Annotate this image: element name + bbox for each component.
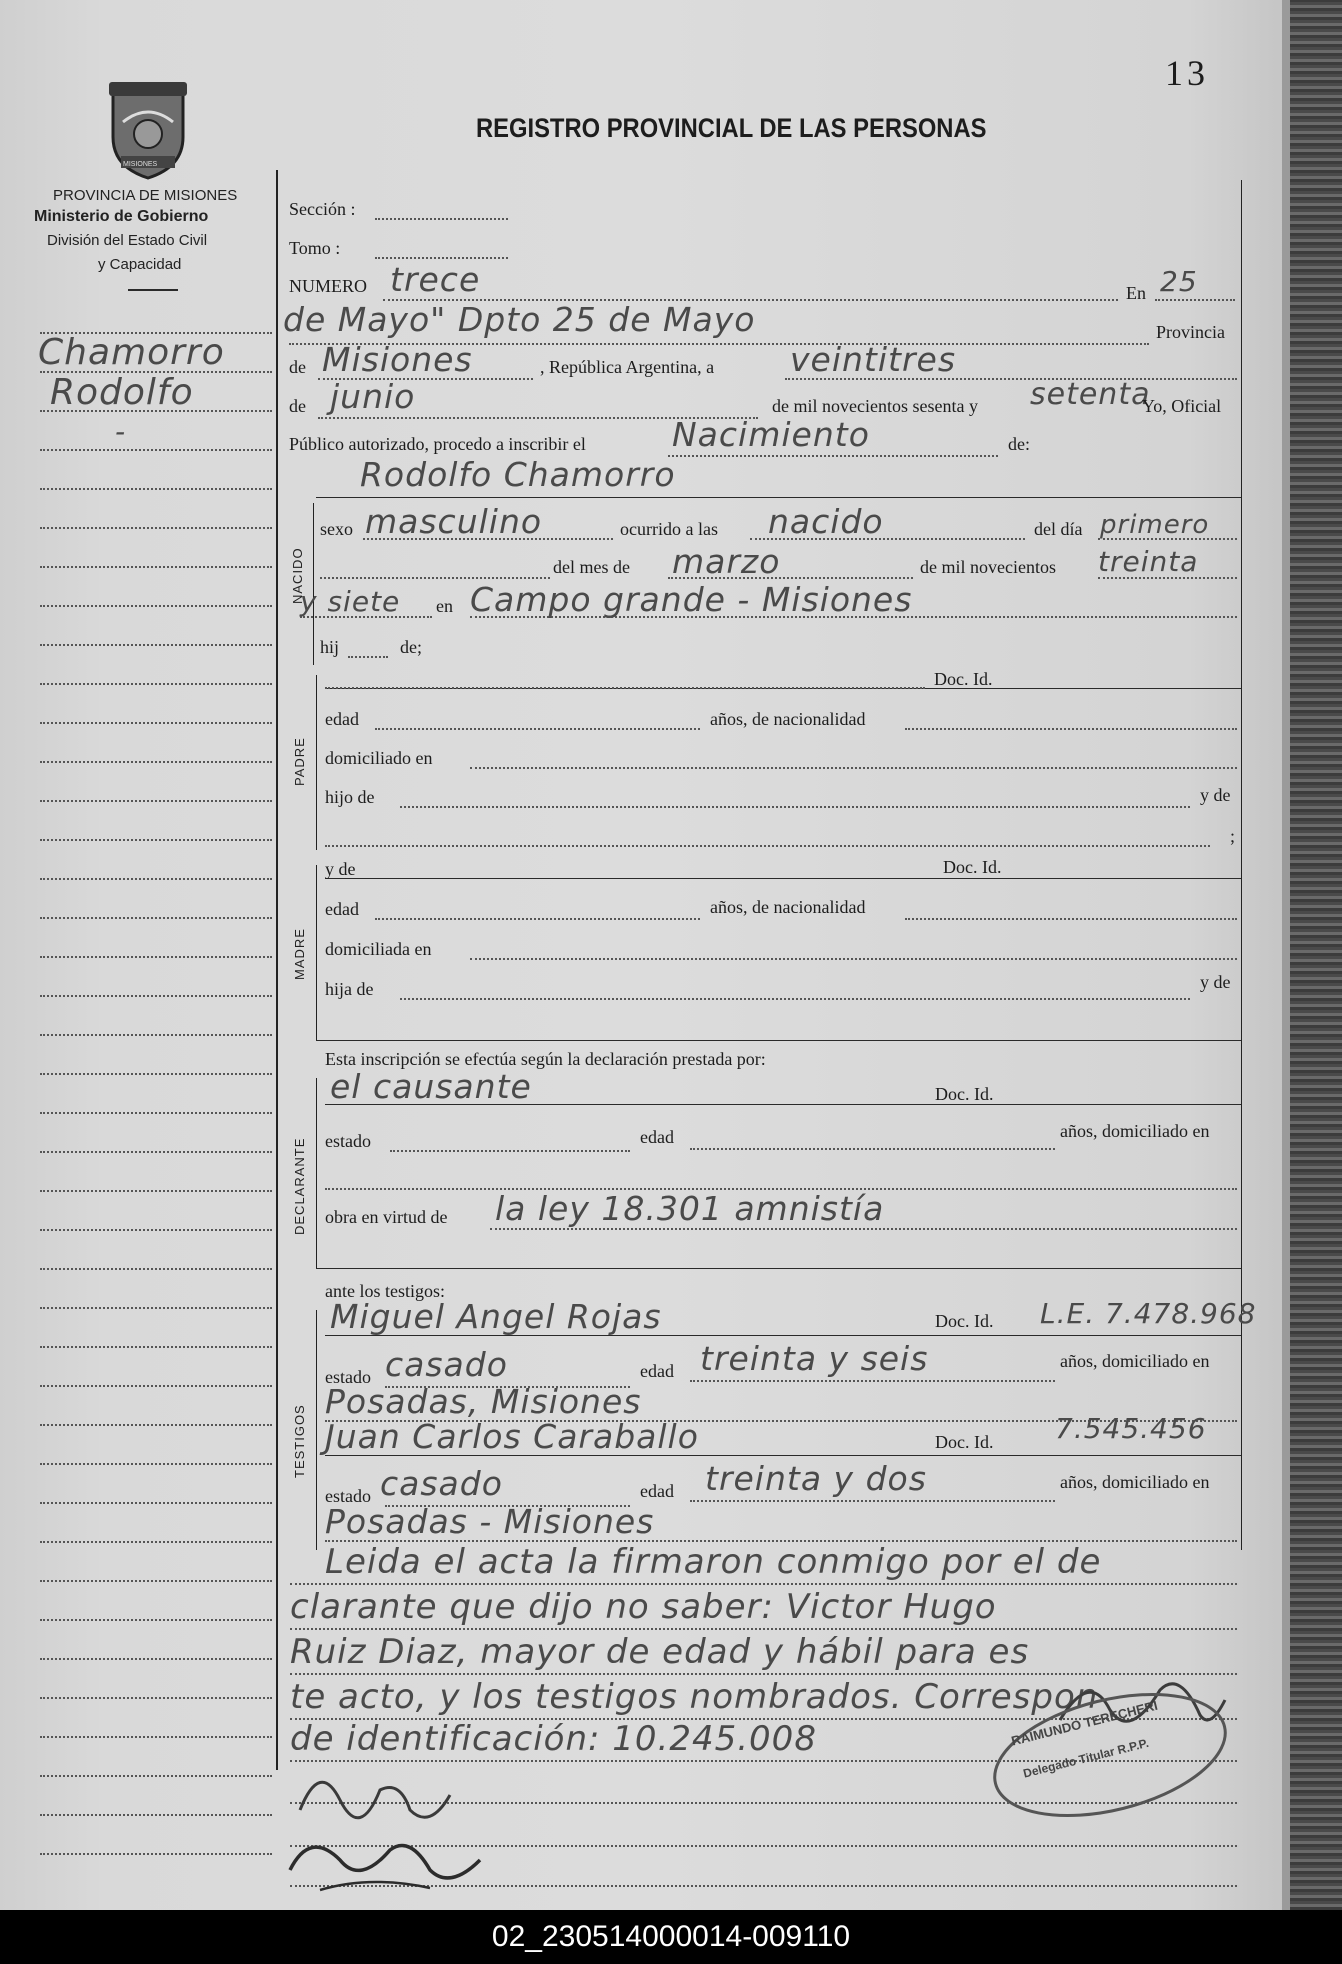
declarante-edad-label: edad <box>640 1127 674 1147</box>
lugar-nac-value: Campo grande - Misiones <box>470 580 913 619</box>
madre-yde-label: y de <box>325 859 356 879</box>
testigo2-doc-value: 7.545.456 <box>1055 1412 1207 1445</box>
padre-semicolon: ; <box>1230 826 1236 846</box>
padre-bracket <box>316 675 317 850</box>
madre-top-rule <box>325 878 1241 879</box>
madre-nacionalidad-field[interactable] <box>905 918 1237 920</box>
madre-doc-label: Doc. Id. <box>943 857 1002 877</box>
testigo1-doc-label: Doc. Id. <box>935 1311 994 1331</box>
provincia-label: Provincia <box>1156 322 1225 342</box>
testigo1-domicilio-value: Posadas, Misiones <box>325 1382 642 1421</box>
testigo1-domicilio-label: años, domiciliado en <box>1060 1351 1210 1371</box>
declarante-side-label: DECLARANTE <box>292 1137 307 1235</box>
testigo2-domicilio-label: años, domiciliado en <box>1060 1472 1210 1492</box>
declarante-doc-label: Doc. Id. <box>935 1084 994 1104</box>
margin-rule <box>40 1229 272 1231</box>
testigo2-doc-label: Doc. Id. <box>935 1432 994 1452</box>
testigo2-estado-value: casado <box>380 1464 503 1503</box>
page-number: 13 <box>1165 53 1209 93</box>
mes-value: junio <box>330 377 416 416</box>
madre-domicilio-field[interactable] <box>470 958 1237 960</box>
note-rule <box>290 1628 1237 1630</box>
note-line-5: de identificación: 10.245.008 <box>290 1719 817 1759</box>
madre-hija-field[interactable] <box>400 998 1190 1000</box>
margin-rule <box>40 1424 272 1426</box>
padre-y-de-label: y de <box>1200 785 1231 805</box>
ocurrido-label: ocurrido a las <box>620 519 718 539</box>
margin-rule <box>40 644 272 646</box>
dia-value: veintitres <box>790 340 957 379</box>
madre-domicilio-label: domiciliada en <box>325 939 432 959</box>
numero-value: trece <box>390 260 481 299</box>
margin-rule <box>40 878 272 880</box>
padre-doc-label: Doc. Id. <box>934 669 993 689</box>
declarante-domicilio-label: años, domiciliado en <box>1060 1121 1210 1141</box>
seccion-field[interactable] <box>375 218 508 220</box>
hij-field[interactable] <box>348 656 388 658</box>
margin-note-dash: - <box>115 415 127 448</box>
book-binding <box>1290 0 1342 1910</box>
padre-edad-field[interactable] <box>375 728 700 730</box>
margin-rule <box>40 800 272 802</box>
padre-domicilio-label: domiciliado en <box>325 748 433 768</box>
tomo-field[interactable] <box>375 257 508 259</box>
margin-rule <box>40 1112 272 1114</box>
testigo1-doc-value: L.E. 7.478.968 <box>1040 1297 1257 1330</box>
nacido-bracket <box>313 503 314 665</box>
acto-field[interactable] <box>668 455 998 457</box>
de-mil-novecientos-label: de mil novecientos <box>920 557 1056 577</box>
en-label-2: en <box>436 596 453 616</box>
padre-edad-label: edad <box>325 709 359 729</box>
de-label-2: de <box>289 396 306 416</box>
declarante-value: el causante <box>330 1067 532 1106</box>
sexo-label: sexo <box>320 519 353 539</box>
madre-nacionalidad-label: años, de nacionalidad <box>710 897 866 917</box>
de-label-1: de <box>289 357 306 377</box>
mes-nac-value: marzo <box>672 542 781 581</box>
testigo1-edad-field[interactable] <box>690 1380 1055 1382</box>
de-colon-label: de: <box>1008 434 1030 454</box>
margin-note-name: Rodolfo <box>50 372 194 413</box>
obra-label: obra en virtud de <box>325 1207 448 1227</box>
madre-bottom-rule <box>316 1040 1241 1041</box>
margin-rule <box>40 1502 272 1504</box>
note-line-1: Leida el acta la firmaron conmigo por el de <box>325 1542 1102 1582</box>
signature-declarante <box>280 1740 510 1900</box>
testigo2-edad-label: edad <box>640 1481 674 1501</box>
acto-value: Nacimiento <box>672 415 870 454</box>
margin-rule <box>40 1619 272 1621</box>
margin-rule <box>40 527 272 529</box>
declarante-estado-field[interactable] <box>390 1150 630 1152</box>
testigo1-name: Miguel Angel Rojas <box>330 1297 662 1336</box>
padre-hijo-label: hijo de <box>325 787 375 807</box>
document-title: REGISTRO PROVINCIAL DE LAS PERSONAS <box>476 113 987 143</box>
obra-field[interactable] <box>490 1228 1237 1230</box>
margin-rule <box>40 1580 272 1582</box>
note-line-4: te acto, y los testigos nombrados. Correspon <box>290 1677 1099 1717</box>
declarante-estado-label: estado <box>325 1131 371 1151</box>
margin-rule <box>40 1268 272 1270</box>
padre-nacionalidad-label: años, de nacionalidad <box>710 709 866 729</box>
padre-name-field[interactable] <box>325 687 925 689</box>
margin-rule <box>40 683 272 685</box>
de-mil-label: de mil novecientos sesenta y <box>772 396 978 416</box>
nombre-line <box>316 497 1241 498</box>
margin-rule <box>40 1814 272 1816</box>
testigos-side-label: TESTIGOS <box>292 1404 307 1478</box>
note-line-2: clarante que dijo no saber: Victor Hugo <box>290 1587 997 1627</box>
margin-rule <box>40 1346 272 1348</box>
margin-rule <box>40 1307 272 1309</box>
header-capacidad: y Capacidad <box>98 256 182 273</box>
madre-edad-label: edad <box>325 899 359 919</box>
declarante-bottom-rule <box>316 1268 1241 1269</box>
padre-hijo-field[interactable] <box>400 806 1190 808</box>
testigo2-name: Juan Carlos Caraballo <box>325 1417 699 1456</box>
shield-label: MISIONES <box>123 161 158 168</box>
testigo2-estado-label: estado <box>325 1486 371 1506</box>
en-field[interactable] <box>1155 299 1235 301</box>
nacido-side-label: NACIDO <box>290 547 305 604</box>
en-value: 25 <box>1160 265 1198 298</box>
testigo2-edad-field[interactable] <box>690 1500 1055 1502</box>
margin-rule <box>40 1658 272 1660</box>
margin-rule <box>40 605 272 607</box>
madre-bracket <box>316 865 317 1040</box>
margin-rule <box>40 956 272 958</box>
hij-de-label: de; <box>400 637 422 657</box>
hora-value: nacido <box>768 502 884 541</box>
header-divider <box>128 289 178 291</box>
provincia-value: Misiones <box>322 340 473 379</box>
padre-side-label: PADRE <box>292 737 307 786</box>
madre-hija-label: hija de <box>325 979 374 999</box>
madre-edad-field[interactable] <box>375 918 700 920</box>
seccion-label: Sección : <box>289 199 356 219</box>
margin-rule <box>40 566 272 568</box>
margin-rule <box>40 1736 272 1738</box>
testigo2-domicilio-value: Posadas - Misiones <box>325 1502 655 1541</box>
margin-rule <box>40 995 272 997</box>
margin-rule <box>40 839 272 841</box>
sexo-value: masculino <box>365 502 543 541</box>
margin-rule <box>40 761 272 763</box>
margin-rule <box>40 449 272 451</box>
nombre-value: Rodolfo Chamorro <box>360 455 676 494</box>
note-line-3: Ruiz Diaz, mayor de edad y hábil para es <box>290 1632 1030 1672</box>
del-mes-label: del mes de <box>553 557 630 577</box>
stamp-name: RAIMUNDO TERECHERI <box>1009 1697 1160 1749</box>
margin-rule <box>40 1853 272 1855</box>
nacido-line-2 <box>320 577 550 579</box>
margin-rule <box>40 1697 272 1699</box>
madre-y-de-label: y de <box>1200 972 1231 992</box>
stamp-role: Delegado Titular R.P.P. <box>1021 1735 1151 1781</box>
testigos-bracket <box>316 1310 317 1550</box>
en-label: En <box>1126 283 1146 303</box>
publico-label: Público autorizado, procedo a inscribir el <box>289 434 586 454</box>
madre-side-label: MADRE <box>292 928 307 980</box>
yo-oficial-label: Yo, Oficial <box>1142 396 1222 416</box>
scan-identifier: 02_230514000014-009110 <box>491 1920 851 1953</box>
margin-rule <box>40 1541 272 1543</box>
main-margin-line <box>276 170 278 1770</box>
del-dia-label: del día <box>1034 519 1083 539</box>
margin-rule <box>40 1463 272 1465</box>
note-rule <box>290 1583 1237 1585</box>
testigo1-estado-label: estado <box>325 1367 371 1387</box>
margin-rule <box>40 1190 272 1192</box>
hij-label: hij <box>320 637 340 657</box>
header-division: División del Estado Civil <box>47 232 208 249</box>
esta-inscripcion-label: Esta inscripción se efectúa según la declaración prestada por: <box>325 1049 766 1069</box>
margin-rule <box>40 1385 272 1387</box>
obra-value: la ley 18.301 amnistía <box>495 1189 885 1228</box>
margin-rule <box>40 917 272 919</box>
header-province: PROVINCIA DE MISIONES <box>53 187 238 204</box>
declarante-bracket <box>316 1078 317 1268</box>
dia-nac-value: primero <box>1100 510 1210 540</box>
anio-nac-value-1: treinta <box>1098 545 1199 578</box>
header-ministry: Ministerio de Gobierno <box>34 208 209 225</box>
numero-label: NUMERO <box>289 276 368 296</box>
anio-value: setenta <box>1030 377 1151 412</box>
padre-nacionalidad-field[interactable] <box>905 728 1237 730</box>
margin-rule <box>40 1151 272 1153</box>
ante-testigos-label: ante los testigos: <box>325 1281 445 1301</box>
declarante-edad-field[interactable] <box>690 1148 1055 1150</box>
right-frame-line <box>1241 180 1242 1550</box>
lugar-value: de Mayo" Dpto 25 de Mayo <box>283 300 756 339</box>
margin-rule <box>40 1775 272 1777</box>
margin-rule <box>40 488 272 490</box>
margin-note-surname: Chamorro <box>38 332 225 373</box>
margin-rule <box>40 722 272 724</box>
testigo1-estado-value: casado <box>385 1345 508 1384</box>
republica-label: , República Argentina, a <box>540 357 715 377</box>
testigo2-edad-value: treinta y dos <box>705 1459 927 1498</box>
tomo-label: Tomo : <box>289 238 341 258</box>
testigo1-edad-value: treinta y seis <box>700 1339 929 1378</box>
padre-domicilio-field[interactable] <box>470 767 1237 769</box>
testigo1-edad-label: edad <box>640 1361 674 1381</box>
padre-madre-field[interactable] <box>325 845 1210 847</box>
margin-rule <box>40 1034 272 1036</box>
anio-nac-value-2: y siete <box>300 585 401 618</box>
margin-rule <box>40 1073 272 1075</box>
